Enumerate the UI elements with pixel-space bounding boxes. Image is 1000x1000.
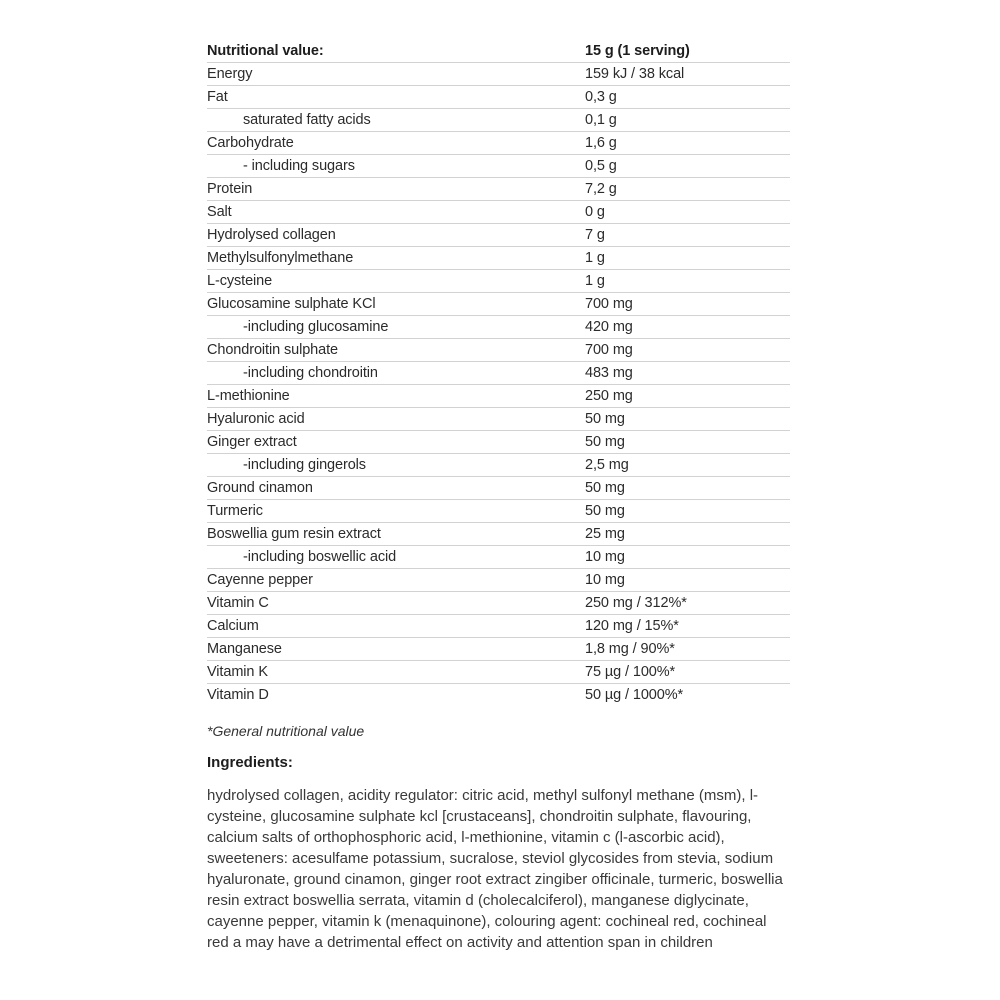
general-value-footnote: *General nutritional value xyxy=(207,723,365,739)
row-label: -including glucosamine xyxy=(243,319,389,335)
row-value: 1,8 mg / 90%* xyxy=(585,641,675,657)
row-value: 25 mg xyxy=(585,526,625,542)
table-row xyxy=(207,523,790,546)
table-row xyxy=(207,224,790,247)
row-value: 420 mg xyxy=(585,319,633,335)
table-row xyxy=(207,316,790,339)
row-value: 483 mg xyxy=(585,365,633,381)
row-value: 2,5 mg xyxy=(585,457,629,473)
table-row xyxy=(207,592,790,615)
row-value: 7 g xyxy=(585,227,605,243)
table-row xyxy=(207,546,790,569)
row-value: 250 mg / 312%* xyxy=(585,595,687,611)
row-label: Cayenne pepper xyxy=(207,572,313,588)
row-label: - including sugars xyxy=(243,158,355,174)
table-row xyxy=(207,247,790,270)
row-label: Vitamin K xyxy=(207,664,268,680)
table-row xyxy=(207,385,790,408)
ingredients-heading: Ingredients: xyxy=(207,754,293,771)
table-row xyxy=(207,454,790,477)
row-label: -including gingerols xyxy=(243,457,366,473)
table-row xyxy=(207,638,790,661)
row-label: Glucosamine sulphate KCl xyxy=(207,296,376,312)
table-header-label: Nutritional value: xyxy=(207,43,324,59)
table-row xyxy=(207,155,790,178)
row-value: 250 mg xyxy=(585,388,633,404)
row-value: 0,1 g xyxy=(585,112,617,128)
table-row xyxy=(207,569,790,592)
table-row xyxy=(207,684,790,706)
row-label: Fat xyxy=(207,89,228,105)
row-label: Manganese xyxy=(207,641,282,657)
row-label: Methylsulfonylmethane xyxy=(207,250,354,266)
row-value: 700 mg xyxy=(585,342,633,358)
nutritional-value-table xyxy=(207,40,790,706)
row-label: Ground cinamon xyxy=(207,480,313,496)
row-value: 159 kJ / 38 kcal xyxy=(585,66,685,82)
row-label: Turmeric xyxy=(207,503,263,519)
row-label: Chondroitin sulphate xyxy=(207,342,339,358)
row-value: 1,6 g xyxy=(585,135,617,151)
row-value: 1 g xyxy=(585,250,605,266)
row-label: Salt xyxy=(207,204,232,220)
row-value: 10 mg xyxy=(585,549,625,565)
table-row xyxy=(207,431,790,454)
row-value: 75 µg / 100%* xyxy=(585,664,676,680)
row-label: Calcium xyxy=(207,618,259,634)
row-label: Vitamin C xyxy=(207,595,269,611)
row-value: 0,5 g xyxy=(585,158,617,174)
row-value: 120 mg / 15%* xyxy=(585,618,679,634)
row-value: 1 g xyxy=(585,273,605,289)
table-row xyxy=(207,86,790,109)
row-label: Boswellia gum resin extract xyxy=(207,526,381,542)
row-label: Hydrolysed collagen xyxy=(207,227,336,243)
table-row xyxy=(207,270,790,293)
row-value: 50 mg xyxy=(585,503,625,519)
table-row xyxy=(207,408,790,431)
row-value: 50 mg xyxy=(585,434,625,450)
table-row xyxy=(207,500,790,523)
table-header-row xyxy=(207,40,790,63)
table-header-value: 15 g (1 serving) xyxy=(585,43,690,59)
row-value: 10 mg xyxy=(585,572,625,588)
row-label: Ginger extract xyxy=(207,434,297,450)
table-row xyxy=(207,339,790,362)
table-row xyxy=(207,293,790,316)
table-rows xyxy=(207,63,790,706)
ingredients-paragraph: hydrolysed collagen, acidity regulator: citric acid, methyl sulfonyl methane (msm), l-cysteine, glucosamine sulphate kcl [crustaceans], chondroitin sulphate, flavouring, calcium salts of orthophosphoric acid, l-methionine, vitamin c (l-ascorbic acid), sweeteners: acesulfame potassium, sucralose, steviol glycosides from stevia, sodium hyaluronate, ground cinamon, ginger root extract zingiber officinale, turmeric, boswellia resin extract boswellia serrata, vitamin d (cholecalciferol), manganese diglycinate, cayenne pepper, vitamin k (menaquinone), colouring agent: cochineal red, cochineal red a may have a detrimental effect on activity and attention span in children xyxy=(207,787,783,951)
row-value: 700 mg xyxy=(585,296,633,312)
row-label: L-methionine xyxy=(207,388,290,404)
table-row xyxy=(207,477,790,500)
row-label: -including chondroitin xyxy=(243,365,378,381)
row-label: L-cysteine xyxy=(207,273,273,289)
row-value: 50 µg / 1000%* xyxy=(585,687,684,703)
table-row xyxy=(207,63,790,86)
table-row xyxy=(207,362,790,385)
row-label: Energy xyxy=(207,66,253,82)
row-label: Hyaluronic acid xyxy=(207,411,305,427)
row-label: saturated fatty acids xyxy=(243,112,371,128)
table-row xyxy=(207,132,790,155)
row-label: Carbohydrate xyxy=(207,135,294,151)
row-value: 50 mg xyxy=(585,480,625,496)
row-label: -including boswellic acid xyxy=(243,549,397,565)
table-row xyxy=(207,178,790,201)
table-row xyxy=(207,661,790,684)
row-value: 50 mg xyxy=(585,411,625,427)
row-value: 7,2 g xyxy=(585,181,617,197)
nutrition-label xyxy=(207,40,790,953)
table-row xyxy=(207,109,790,132)
row-value: 0 g xyxy=(585,204,605,220)
table-row xyxy=(207,201,790,224)
row-label: Protein xyxy=(207,181,253,197)
row-value: 0,3 g xyxy=(585,89,617,105)
table-row xyxy=(207,615,790,638)
row-label: Vitamin D xyxy=(207,687,269,703)
